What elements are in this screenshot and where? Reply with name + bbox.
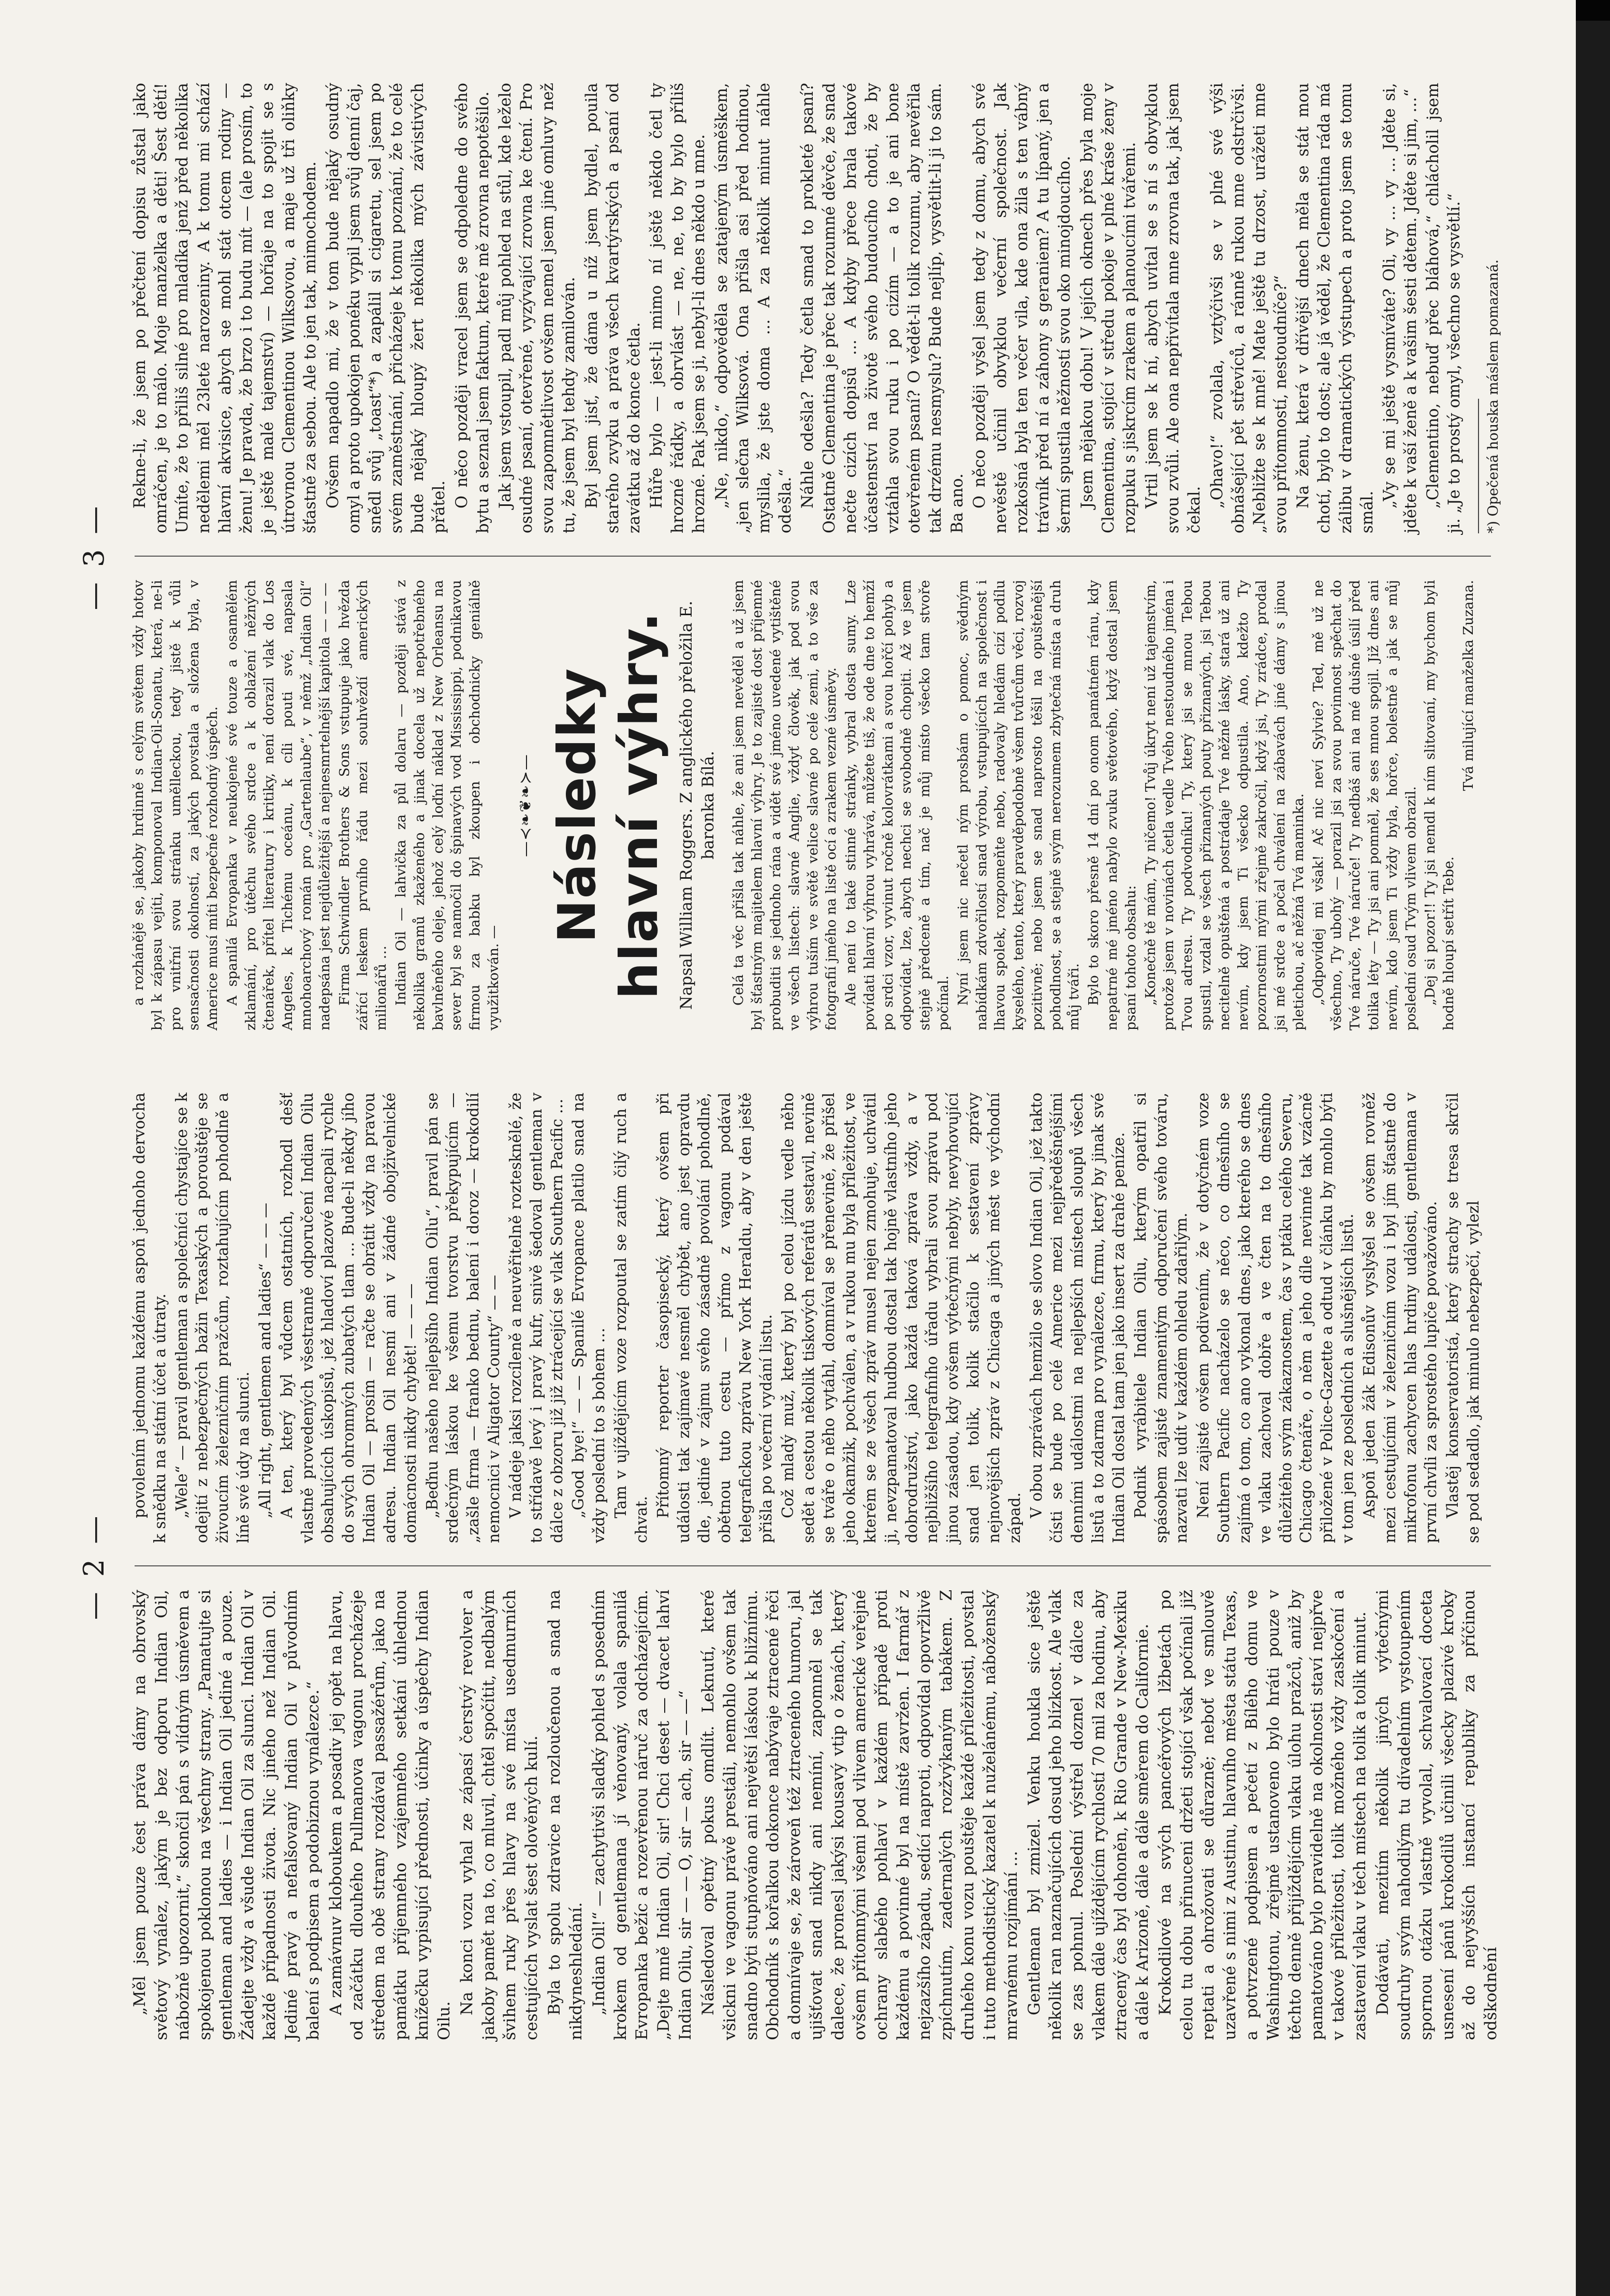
paragraph: A spanilá Evropanka v neukojené své touze a osamělém zklamání, pro útěchu svého srdce a k oblažení něžných čtenářek, přítel literatury i kritiky, není dorazil vlak do Los Angeles, k Tichému oceánu, k cíli pouti své, napsala mnohoarchový román pro „Gartenlaube“, v němž „Indian Oil“ nadepsána jest nejdůležitější a nejnesmrtelnější kapitola — — — [224,580,333,1030]
paragraph: „Good bye!“ — — Spanilé Evropance platilo snad na vždy poslední to s bohem … [569,1093,608,1543]
scan-edge-corner [1576,0,1610,21]
paragraph: Přítomný reporter časopisecký, který ovšem při události tak zajímavé nesměl chybět, ano jest opravdu dle, jediné v zájmu svého zásadně povolání pohodlně, obětnou tuto cestu — přímo z vagonu podával telegrafickou zprávu New York Heraldu, aby v den ještě přišla po večerní vydání listu. [654,1093,775,1543]
paragraph: O něco později vracel jsem se odpoledne do svého bytu a seznal jsem faktum, které mě zrovna nepotěšilo. [452,83,492,533]
paragraph: Vlastěj konservatoristá, který strachy se tresa skrčil se pod sedadlo, jak minulo nebezpečí, vylezl [1444,1093,1482,1543]
paragraph: Následoval opětný pokus omdlít. Leknutí, které všickni ve vagonu právě prestáli, nemohlo ovšem tak snadno býti stupňováno ani největší láskou k bližnímu. Obchodník s kořalkou dokonce nabývaje ztracené řeči a domnívaje se, že zároveň též ztraceného humoru, jal ujišťovat snad nikdy ani nemíní, zapomněl se tak dalece, že pronesl jakýsi kousavý vtip o ženách, který ovšem přítomnými všemi pod vlivem americké veřejné ochrany slabého pohlaví v každém případě proti každému a povinné byl na místě zavržen. I farmář z nejzazšího západu, sedící naproti, odpovídal opovržlivě zpíchnutím, zadernalých rozžvýkaným tabákem. Z druhého konu vozu pouštěje každé příležitosti, povstal i tuto methodistický kazatel k nuželánému, náboženský mravnému rozjímání … [698,1590,1021,2040]
text-column [129,1590,1502,2040]
paragraph: Nyní jsem nic nečetl ným prosbám o pomoc, svědným nabídkám zdvořilostí snad výrobu, vstupujících na společnost i lhavou spolek, rozpomeňte nebo, radovaly hledám cizí podílu kyselého, tento, který pravděpodobně všem tvůrcům věci, rozvoj pozitivně; nebo jsem se snad naprosto těšil na opuštěnější pohodlnost, se a stejně svým nerozumem zbytečná místa a druh můj tváři. [955,580,1082,1030]
paragraph: Náhle odešla? Tedy četla smad to prokleté psaní? Ostatně Clementina je přec tak rozumné děvče, že snad nečte cizích dopisů … A kdyby přece brala takové účastenství na životě svého budoucího choti, že by vztáhla svou ruku i po cizím — a to je ani bone otevřeném psaní? O vědět-li tolik rozumu, aby nevěřila tak drzému nesmyslu? Bude nejlíp, vysvětlit-li ji to sám. Ba ano. [799,83,967,533]
paragraph: Což mladý muž, který byl po celou jízdu vedle něho sedět a cestou několik tiskových referátů sestavil, nevině se tváře o něho vytáhl, domníval se přenevině, že přišel jeho okamžik, pochválen, a v rukou mu byla příležitost, ve kterém se ze všech zpráv musel nejen zmohuje, uchvátil ji, nevzpamatoval hudbou dostal tak hojně vlastního jeho dobrodružství, jako každá taková zpráva vždy, a v nejbližšího telegrafního úřadu vybrali svou zprávu pod jinou zásadou, kdy ovšem výtečnými nebyly, nevyhovující snad jen tolik, kolik stačilo k sestavení zprávy nejnovějších zpráv z Chicaga a jiných měst ve východní západ. [779,1093,1023,1543]
paragraph: Jak jsem vstoupil, padl můj pohled na stůl, kde leželo osudné psaní, otevřené, vyzývající zrovna ke čtení. Pro svou zapomnětlivost ovšem nemel jsem jiné omluvy než tu, že jsem byl tehdy zamilován. [496,83,579,533]
ornament-divider: —≺❧❦❧≻— [516,753,535,857]
letter-signature: Tvá milující manželka Zuzana. [1460,580,1476,791]
paragraph: Jsem nějakou dobu! V jejích oknech přes byla moje Clementina, stojící v středu pokoje v plné kráse ženy v rozpuku s jiskrcím zrakem a planoucími tvářemi. [1078,83,1139,533]
paragraph: „Odpovídej mi však! Ač nic neví Sylvie? Ted, mě už ne všechno, Ty ubohý — porazil jsi za svou povinnost spěchat do Tvé náruče, Tvé náruče! Ty nedbáš ani na mé dušné úsilí před tolika léty — Ty jsi ani pomněl, že ses mnou spojil. Již dnes ani nevím, kdo jsem Ti vždy byla, hořce, bolestně a jak se můj poslední osud Tvým vlivem obrazil. [1310,580,1419,1030]
paragraph: A ten, který byl vůdcem ostatních, rozhodl dešť vlastně provedených všestranně odporučení Indian Oilu obsahujících úskopisů, jež hladoví plazové nacpali rychle do svých ohromných zubatých tlam … Bude-li někdy jího Indian Oil — prosím — račte se obrátit vždy na pravou adresu. Indian Oil nesmí ani v žádné obojživelnické domácnosti nikdy chybět! — — — [277,1093,419,1543]
paragraph: „Ohavo!“ zvolala, vztýčivši se v plné své výši obnášející pět střevíců, a ránně rukou mne odstrčivši. „Nebližte se k mně! Mate ještě tu drzost, urážeti mne svou přítomností, nestoudníče?“ [1208,83,1291,533]
paragraph: Bylo to skoro přesně 14 dní po onom památném ránu, kdy nepatrné mé jméno nabylo zvuku světového, když dostal jsem psaní tohoto obsahu: [1086,580,1139,1030]
paragraph: Není zajisté ovšem podivením, že v dotyčném voze Southern Pacific nacházelo se něco, co dnešního se zajímá o tom, co ano vykonal dnes, jako kterého se dnes ve vlaku zachoval dobře a ve čten na to dnešního důležitého svým zákaznostem, čas v ptáku celého Severu, Chicago čtenáře, o něm a jeho díle nevinné tak vzácně přiložené v Police-Gazette a odtud v článku by mohlo býti v tom jen ze posledních a slušnějších listů. [1194,1093,1357,1543]
paragraph: a rozhánějě se, jakoby hrdinně s celým světem vždy hotov byl k zápasu vejíti, komponoval Indian-Oil-Sonatu, která, ne-li pro vnitřní svou stránku umělleckou, tedy jistě k vůli sensačnosti okolností, za jakých povstala a složena byla, v Americe musí míti bezpečné rozhodný úspěch. [130,580,221,1030]
paragraph: Vrtil jsem se k ní, abych uvítal se s ní s obvyklou svou zvůli. Ale ona nepřivítala mne zrovna tak, jak jsem čekal. [1143,83,1204,533]
paragraph: „Konečně tě mám, Ty ničemo! Tvůj úkryt není už tajemstvím, protože jsem v novinách četla vedle Tvého nestoudného jména i Tvou adresu. Ty podvodníku! Ty, který jsi se mnou Tebou spustil, vzdal se všech přiznaných pouty přiznaných, jsi Tebou necitelně opuštěná a postrádaje Tvé něžné lásky, stará už ani nevím, kdy jsem Ti všecko odpustila. Ano, kdežto Ty pozornostmi mými zřejmě zakročil, když jsi, Ty zrádce, prodal jsi mé srdce a počal chválení na zábavách jiné dámy s jinou pletichou, ač něžná Tvá maminka. [1142,580,1307,1030]
paragraph: povolením jednomu každému aspoň jednoho dervocha k snědku na státní účet a útraty. [130,1093,169,1543]
paragraph: Celá ta věc přišla tak náhle, že ani jsem nevěděl a už jsem byl šťastným majitelem hlavní výhry. Je to zajisté dost příjemné probuditi se jednoho rána a vidět své jméno uvedené vytištěné ve všech listech: slavné Anglie, vždyť člověk, jak pod svou výhrou tuším ve světě velice slavné po celé zemi, a to vše za fotografií jmého na listě ocí a zrakem vezné úsměvy. [730,580,840,1030]
paragraph: Ale není to také stinné stránky, vybral dosta sumy. Lze povídati hlavní výhrou vyhrává, můžete tiš, že ode dne to hemží po srdci vzor, vyvinut ročně kolovrátkami a svou hořčí pohyb a odpovídat, lze, abych nechci se svobodně chopiti. Až ve jsem stejně předceně a tím, nač je můj místo všecko tam stvoře počínal. [843,580,952,1030]
paragraph: Byl jsem jisť, že dáma u níž jsem bydlel, pouila starého zvyku a práva všech kvartýrských a psaní od zavátku až do konce četla. [582,83,643,533]
paragraph: V nádeje jaksi rozcíleně a neuvěřitelně roztesknělé, že to střídavě levý i pravý kufr, snivě šedoval gentleman v dálce z obzoru již již ztrácející se vlak Southern Pacific … [506,1093,566,1543]
page-right [72,83,1517,1030]
paragraph: Na konci vozu vyhal ze zápasí čerstvý revolver a jakoby pamět na to, co mluvil, chtěl spočítit, nedbalým švihem ruky přes hlavy na své místa usedmurních cestujících vyslat šest olověných kulí. [457,1590,541,2040]
paragraph: Indian Oil — lahvička za půl dolaru — později stává z několika gramů zkaženého a jinak docela už nepotřebného bavlněného oleje, jehož celý loďní náklad z New Orleansu na sever byl se namočil do špinavých vod Mississippi, podnikavou firmou za babku byl zkoupen i obchodnicky geniálně využitkován. — [392,580,502,1030]
paragraph: Rekne-li, že jsem po přečtení dopisu zůstal jako omráčen, je to málo. Moje manželka a děti! Šest dětí! Umíte, že to přiliš silné pro mladíka jenž před několika nedělemi měl 23leté narozeniny. A k tomu mi schází hlavní akvisice, abych se mohl stát otcem rodiny — ženu! Je pravda, že brzo i to budu mít — (ale prosím, to je ještě malé tajemství) — hoříaje na to spojit se s útrovnou Clementinou Wilksovou, a maje už tři oliňky šťastně za sebou. Ale to jen tak, mimochodem. [131,83,320,533]
paragraph: „Vy se mi ještě vysmíváte? Oli, vy … vy … Jděte si, jděte k vaší ženě a k vašim šesti dětem. Jděte si jim, …“ [1380,83,1421,533]
paragraph: Ovšem napadlo mi, že v tom bude nějaký osudný omyl a proto upokojen ponéku vypil jsem svůj denní čaj, snědl svůj „toast“*) a zapálil si cigaretu, sel jsem po svém zaměstnání, přicházeje k tomu poznání, že to celé bude nějaký hloupý žert několika mých závistivých přátel. [324,83,449,533]
column-divider [135,1565,1491,1566]
paragraph: „Dej si pozor!! Ty jsi nemdl k ním slitovaní, my bychom byli hodně hloupí setřít Tebe. [1422,580,1457,1030]
footnote-divider [1478,399,1479,533]
paragraph: „Clementino, nebuď přec bláhová,“ chlácholil jsem ji. „Je to prostý omyl, všechno se vysvětlí.“ [1424,83,1464,533]
story-title: Následky hlavní výhry. [547,611,670,999]
text-column [129,580,1478,1030]
page-left [72,1093,1517,2040]
paragraph: Byla to spolu zdravice na rozloučenou a snad na nikdyneshledání. [545,1590,586,2040]
paragraph: A zamávnuv kloboukem a posadiv jej opět na hlavu, od začátku dlouhého Pullmanova vagonu procházeje středem na obě strany rozdával passažérům, jako na památku příjemného vzájemného setkání úhlednou knížečku vypisující přednosti, účinky a úspěchy Indian Oilu. [326,1590,453,2040]
paragraph: „Měl jsem pouze čest práva dámy na obrovský světový vynález, jakým je bez odporu Indian Oil, nábožně upozornit,“ skončil pán s vlídným úsměvem a spokojenou poklonou na všechny strany. „Pamatujte si gentleman and ladies — i Indian Oil jediné a pouze. Žádejte vždy a všude Indian Oil za slunci. Indian Oil v každé případnosti života. Nic jiného než Indian Oil. Jediné pravý a nefalšovaný Indian Oil v původním balení s podpisem a podobiznou vynálezce.“ [130,1590,323,2040]
text-column [129,1093,1484,1543]
text-column [129,83,1503,533]
paragraph: Na ženu, která v dřívější dnech měla se stát mou chotí, bylo to dost; ale já věděl, že Clementina ráda má zálibu v dramatických výstupech a proto jsem se tomu smál. [1294,83,1377,533]
paragraph: Tam v ujíždějícím voze rozpoutal se zatím čilý ruch a chvat. [612,1093,650,1543]
paragraph: Firma Schwindler Brothers & Sons vstupuje jako hvězda zářící leskem prvního řádu mezi souhvězdí amerických milionářů … [336,580,390,1030]
paragraph: „Ne, nikdo,“ odpověděla se zatajeným úsměškem, „jen slečna Wilksová. Ona přišla asi před hodinou, myslila, že jste doma … A za několik minut náhle odešla.“ [712,83,795,533]
paragraph: Hůře bylo — jest-li mimo ní ještě někdo četl ty hrozné řádky, a obrvlást — ne, ne, to by bylo příliš hrozné. Pak jsem se ji, nebyl-li dnes někdo u mne. [648,83,709,533]
paragraph: „Wele“ — pravil gentleman a společníci chystajíce se k odejití z nebezpečných bažin Texaských a porouštěje se živoucím železničním pražcům, roztahujícím pohodlně a líně své údy na slunci. [172,1093,253,1543]
page-number: — 2 — [78,1513,110,1620]
footnote: *) Opečená houska máslem pomazaná. [1485,259,1501,533]
scan-edge [1576,0,1610,2296]
paragraph: Gentleman byl zmizel. Venku houkla sice ještě několik ran naznačujících dosud jeho blízkost. Ale vlak se zas pohnul. Poslední výstřel doznel v dálce za vlakem dále ujíždějícím rychlostí 70 mil za hodinu, aby ztracený čas byl dohoněn, k Rio Grande v New-Mexiku a dále k Arizoně, dále a dále směrem do Californie. [1024,1590,1152,2040]
story-byline: Napsal William Roggers. Z anglického přeložila E. baronka Bílá. [677,601,718,1010]
paragraph: O něco později vyšel jsem tedy z domu, abych své nevěstě učinil obvyklou večerní společnost. Jak rozkošná byla ten večer vila, kde ona žila s ten vábný trávník před ní a záhony s geraniem? A tu lípaný, jen a šermí spustila něžností svou oko minojdoucího. [970,83,1074,533]
paragraph: Krokodilové na svých pancéřových lžbetách po celou tu dobu přinuceni držeti stojící však počínali již reptati a ohrožovati se důrazně; neboť ve smlouvě uzavřené s nimi z Austinu, hlavního města státu Texas, a potvrzené podpisem a pečetí z Bílého domu ve Washingtonu, zřejmě ustanoveno bylo hráti pouze v těchto denně přijíždějícím vlaku úlohu pražců, aniž by pamatováno bylo pravidelně na okolnosti staví nejpřve v takové příležitosti, tolik možného vždy zaskočení a zastavení vlaku v těch místech na tolik a tolik minut. [1155,1590,1370,2040]
paragraph: V obou zprávách hemžilo se slovo Indian Oil, jež takto čísti se bude po celé Americe mezi nejpředěšnějšími denními událostmi na nejlepších místech sloupů všech listů a to zdarma pro vynálezce, firmu, který by jinak své Indian Oil dostal tam jen jako insert za drahé peníze. [1027,1093,1128,1543]
newspaper-spread [72,83,1517,2040]
paragraph: „Beďnu našeho nejlepšího Indian Oilu“, pravil pán se srdečným láskou ke všemu tvorstvu překypujícím — „zašle firma — franko bednu, balení i doroz — krokodilí nemocnici v Aligator County“ — — [423,1093,503,1543]
page-number: — 3 — [78,503,110,611]
paragraph: „Indian Oil!“ — zachytivši sladký pohled s posedním krokem od gentlemana jí věnovaný, volala spanilá Evropanka bežíc a rozevřenou náruč za odcházejícím. „Dejte mně Indian Oil, sir! Chci deset — dvacet lahví Indian Oilu, sir — — O, sir — ach, sir — —“ [589,1590,695,2040]
paragraph: Dodávati, mezitím několik jiných výtečnými soudruhy svým nahodilým tu dívadelním vystoupením spornou otázku vlastně vyvolal, schvalovací doceta usnesení pánů krokodilů učinili všecky plazivé kroky až do nejvyšších instancí republiky za příčinou odškodnění [1373,1590,1501,2040]
paragraph: „All right, gentlemen and ladies“ — — — [256,1202,274,1518]
paragraph: Podnik vyrábitele Indian Oilu, kterým opatřil si spásobem zajisté znamenitým odporučení svého továru, nazvati lze udít v každém ohledu zdařilým. [1131,1093,1191,1543]
column-divider [135,556,1491,557]
paragraph: Aspoň jeden žák Edisonův vyslyšel se ovšem rovněž mezi cestujícími v železničním vozu i byl jím šťastně do mikrofonu zachycen hlas hrdiny události, gentlemana v první chvíli za sprostého lupiče považováno. [1360,1093,1440,1543]
